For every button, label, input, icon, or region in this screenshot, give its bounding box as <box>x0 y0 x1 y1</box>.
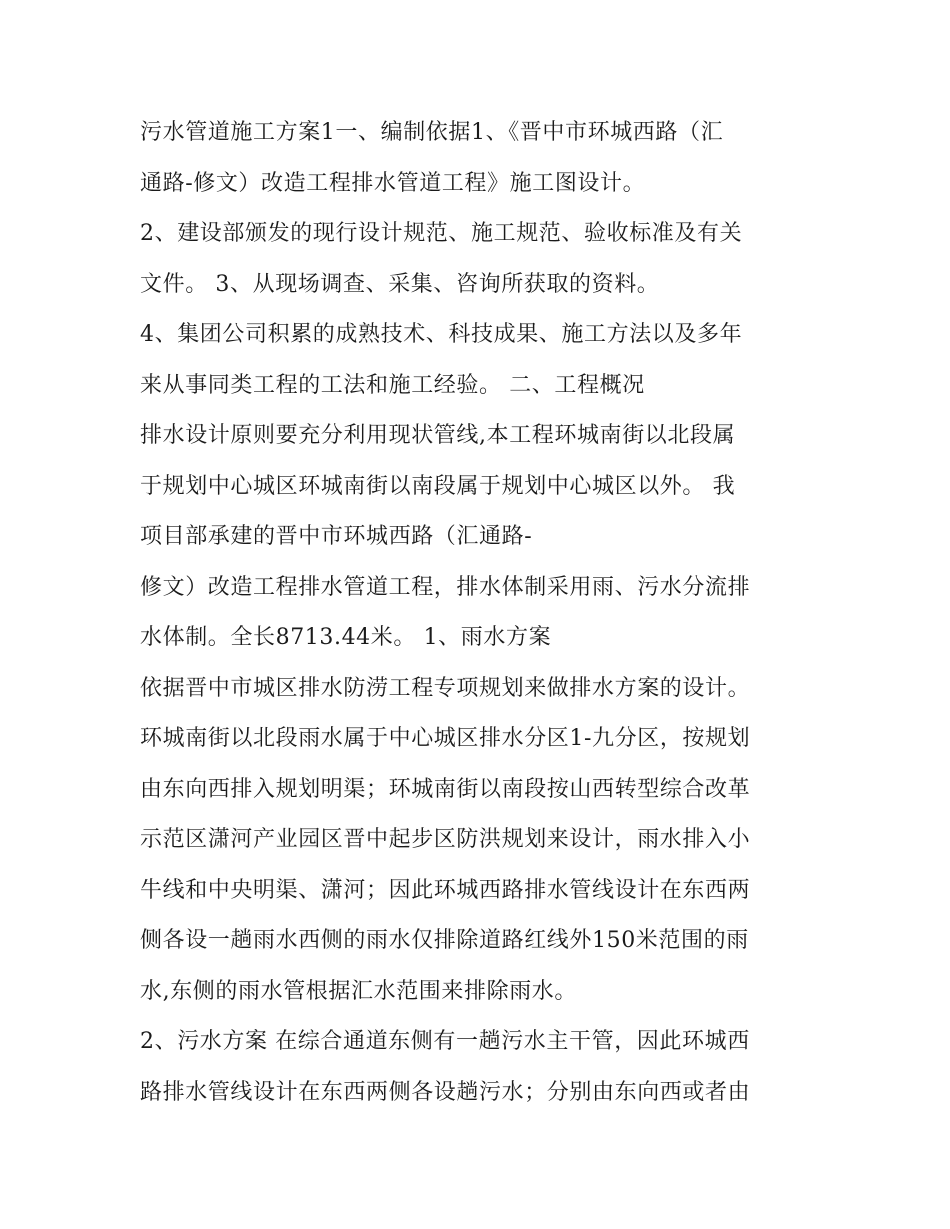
text-line: 侧各设一趟雨水西侧的雨水仅排除道路红线外150米范围的雨 <box>140 928 749 953</box>
text-line: 2、建设部颁发的现行设计规范、施工规范、验收标准及有关 <box>140 221 743 246</box>
text-line: 示范区潇河产业园区晋中起步区防洪规划来设计，雨水排入小 <box>140 827 751 852</box>
text-line: 通路-修文）改造工程排水管道工程》施工图设计。 <box>140 170 646 196</box>
text-line: 排水设计原则要充分利用现状管线,本工程环城南街以北段属 <box>140 423 736 448</box>
text-line: 依据晋中市城区排水防涝工程专项规划来做排水方案的设计。 <box>140 675 751 701</box>
text-line: 来从事同类工程的工法和施工经验。 二、工程概况 <box>140 372 645 398</box>
text-line: 水体制。全长8713.44米。 1、雨水方案 <box>140 625 552 650</box>
document-body <box>140 108 830 1118</box>
text-line: 环城南街以北段雨水属于中心城区排水分区1-九分区，按规划 <box>140 726 751 751</box>
text-line: 修文）改造工程排水管道工程，排水体制采用雨、污水分流排 <box>140 574 751 600</box>
text-line: 项目部承建的晋中市环城西路（汇通路- <box>140 524 533 549</box>
text-line: 文件。 3、从现场调查、采集、咨询所获取的资料。 <box>140 271 660 297</box>
text-line: 路排水管线设计在东西两侧各设趟污水；分别由东向西或者由 <box>140 1079 751 1105</box>
text-line: 由东向西排入规划明渠；环城南街以南段按山西转型综合改革 <box>140 776 751 802</box>
text-line: 水,东侧的雨水管根据汇水范围来排除雨水。 <box>140 978 577 1004</box>
text-line: 污水管道施工方案1一、编制依据1、《晋中市环城西路（汇 <box>140 120 724 145</box>
text-line: 于规划中心城区环城南街以南段属于规划中心城区以外。 我 <box>140 473 736 499</box>
text-line: 2、污水方案 在综合通道东侧有一趟污水主干管，因此环城西 <box>140 1029 750 1054</box>
text-line: 牛线和中央明渠、潇河；因此环城西路排水管线设计在东西两 <box>140 877 751 903</box>
text-line: 4、集团公司积累的成熟技术、科技成果、施工方法以及多年 <box>140 322 743 347</box>
